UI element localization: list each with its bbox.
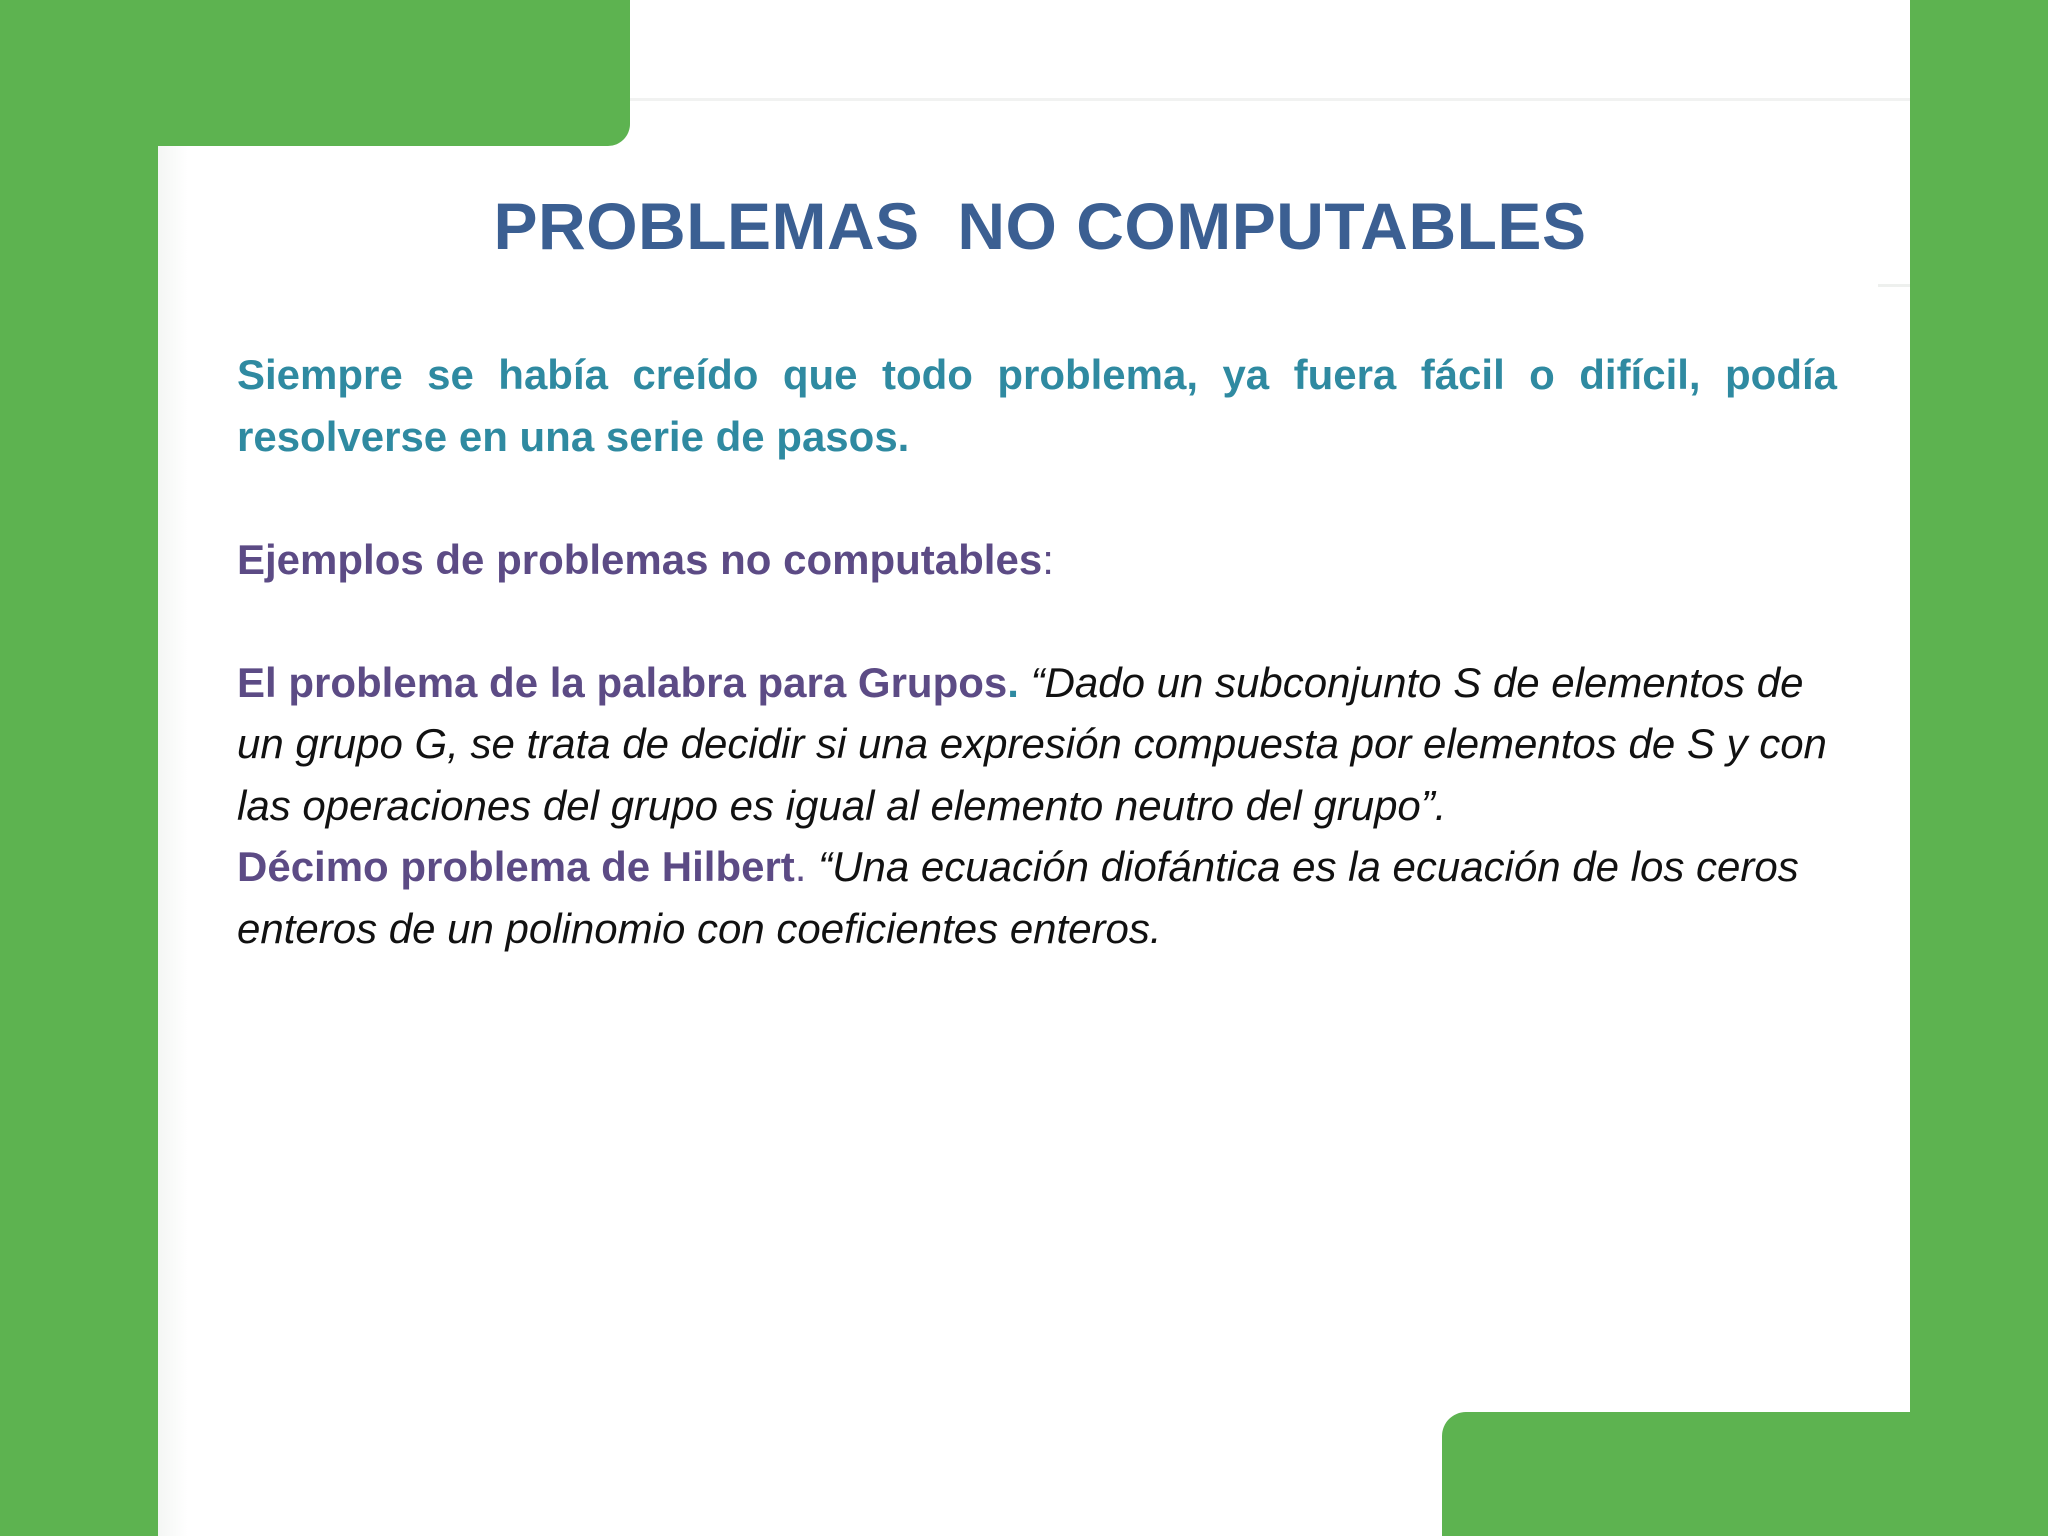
example-name-period: . — [1007, 658, 1019, 706]
examples-heading — [237, 529, 1837, 591]
example-description: “Dado un subconjunto S de elementos de un grupo G, se trata de decidir si una expresión compuesta por elementos de S y con las operaciones del grupo es igual al elemento neutro del grupo”. — [237, 658, 1827, 829]
example-item-hilbert — [237, 836, 1837, 959]
examples-heading-colon: : — [1042, 535, 1054, 583]
example-description: “Una ecuación diofántica es la ecuación de los ceros enteros de un polinomio con coeficientes enteros. — [237, 843, 1799, 952]
example-separator — [1019, 659, 1031, 706]
slide-body — [237, 344, 1837, 959]
green-frame-left — [0, 0, 158, 1536]
green-frame-bottom-right — [1442, 1412, 2048, 1536]
example-name: El problema de la palabra para Grupos — [237, 658, 1008, 706]
example-name: Décimo problema de Hilbert — [237, 843, 795, 890]
green-frame-top-left — [0, 0, 630, 146]
panel-shadow-edge — [158, 146, 188, 1536]
green-frame-right — [1910, 0, 2048, 1536]
slide-title: PROBLEMAS NO COMPUTABLES — [493, 189, 1587, 263]
top-divider — [630, 98, 1910, 101]
example-separator — [806, 843, 818, 890]
example-name-period: . — [794, 843, 807, 890]
examples-heading-text: Ejemplos de problemas no computables — [237, 535, 1043, 583]
intro-paragraph: Siempre se había creído que todo problema, ya fuera fácil o difícil, podía resolverse en una serie de pasos. — [237, 351, 1837, 460]
example-item-word-problem — [237, 652, 1837, 837]
right-divider — [1878, 284, 1910, 287]
